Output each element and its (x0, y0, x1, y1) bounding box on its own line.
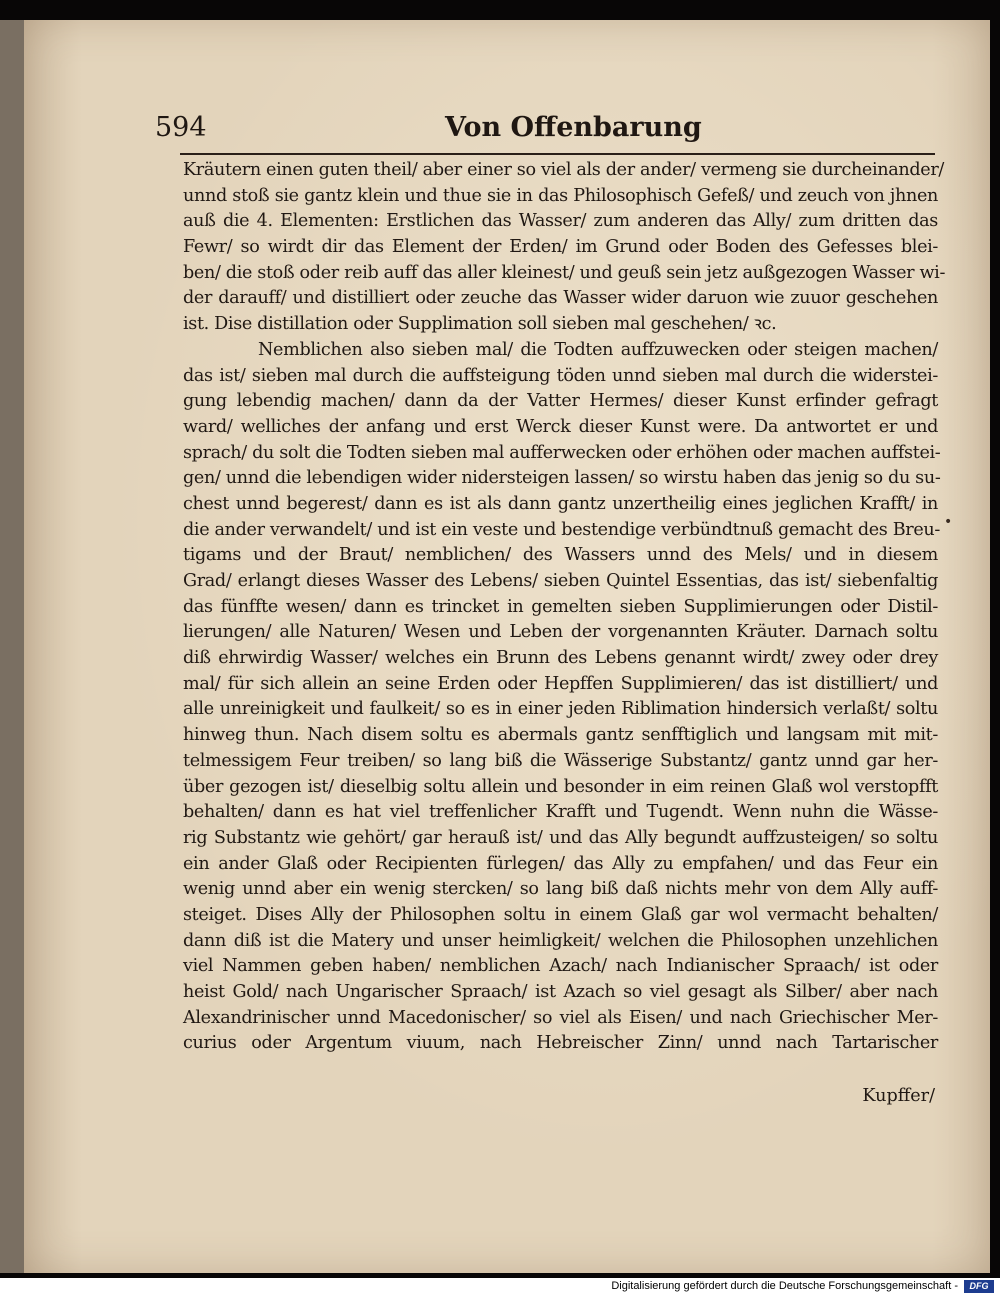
text-line: alle unreinigkeit und faulkeit/ so es in einer jeden Riblimation hindersich verlaßt/ soltu (183, 699, 938, 720)
text-line: gung lebendig machen/ dann da der Vatter Hermes/ dieser Kunst erfinder gefragt (183, 391, 938, 412)
text-line: dann diß ist die Matery und unser heimligkeit/ welchen die Philosophen unzehlichen (183, 930, 938, 951)
funding-credit: Digitalisierung gefördert durch die Deutsche Forschungsgemeinschaft - (611, 1280, 958, 1292)
dfg-logo: DFG (964, 1280, 994, 1293)
text-line: hinweg thun. Nach disem soltu es abermals gantz senfftiglich und langsam mit mit- (183, 725, 938, 746)
page-header (155, 112, 935, 150)
text-line: Kräutern einen guten theil/ aber einer so viel als der ander/ vermeng sie durcheinander/ (183, 160, 944, 180)
text-line: Fewr/ so wirdt dir das Element der Erden/ im Grund oder Boden des Gefesses blei- (183, 237, 938, 258)
text-line: wenig unnd aber ein wenig stercken/ so lang biß daß nichts mehr von dem Ally auff- (183, 879, 938, 900)
text-line: gen/ unnd die lebendigen wider nidersteigen lassen/ so wirstu haben das jenig so du su- (183, 468, 941, 489)
text-line: mal/ für sich allein an seine Erden oder Hepffen Supplimieren/ das ist distilliert/ und (183, 673, 938, 694)
text-line: steiget. Dises Ally der Philosophen soltu in einem Glaß gar wol vermacht behalten/ (183, 904, 938, 925)
text-line: chest unnd begerest/ dann es ist als dann gantz unzertheilig eines jeglichen Krafft/ in (183, 493, 938, 514)
text-line: viel Nammen geben haben/ nemblichen Azach/ nach Indianischer Spraach/ ist oder (183, 956, 938, 977)
catchword: Kupffer/ (862, 1086, 935, 1106)
page-edge (0, 20, 24, 1273)
body-text (183, 158, 946, 1057)
text-line: telmessigem Feur treiben/ so lang biß die Wässerige Substantz/ gantz unnd gar her- (183, 750, 938, 771)
page-number: 594 (155, 112, 207, 143)
text-line: ben/ die stoß oder reib auff das aller kleinest/ und geuß sein jetz außgezogen Wasser wi- (183, 262, 946, 283)
text-line: ein ander Glaß oder Recipienten fürlegen/ das Ally zu empfahen/ und das Feur ein (183, 853, 938, 874)
text-line: heist Gold/ nach Ungarischer Spraach/ ist Azach so viel gesagt als Silber/ aber nach (183, 982, 938, 1002)
text-line: über gezogen ist/ dieselbig soltu allein und besonder in eim reinen Glaß wol verstopfft (183, 776, 938, 797)
text-line: curius oder Argentum viuum, nach Hebreischer Zinn/ unnd nach Tartarischer (183, 1033, 938, 1054)
text-line: diß ehrwirdig Wasser/ welches ein Brunn des Lebens genannt wirdt/ zwey oder drey (183, 648, 938, 669)
text-line: ist. Dise distillation oder Supplimation soll sieben mal geschehen/ ꝛc. (183, 314, 777, 335)
text-line: die ander verwandelt/ und ist ein veste und bestendige verbündtnuß gemacht des Breu- (183, 519, 941, 540)
text-line: unnd stoß sie gantz klein und thue sie in das Philosophisch Gefeß/ und zeuch von jhnen (183, 185, 938, 206)
text-line: Nemblichen also sieben mal/ die Todten auffzuwecken oder steigen machen/ (258, 339, 938, 360)
margin-dot: • (944, 514, 953, 530)
text-line: lierungen/ alle Naturen/ Wesen und Leben der vorgenannten Kräuter. Darnach soltu (183, 622, 938, 643)
text-line: das fünffte wesen/ dann es trincket in gemelten sieben Supplimierungen oder Distil- (183, 596, 938, 617)
header-rule (180, 153, 935, 155)
text-line: rig Substantz wie gehört/ gar herauß ist/ und das Ally begundt auffzusteigen/ so soltu (183, 827, 938, 848)
text-line: ward/ welliches der anfang und erst Werck dieser Kunst were. Da antwortet er und (183, 416, 938, 437)
text-line: das ist/ sieben mal durch die auffsteigung töden unnd sieben mal durch die widerstei- (183, 365, 938, 386)
footer-bar (0, 1278, 1000, 1296)
text-line: Grad/ erlangt dieses Wasser des Lebens/ sieben Quintel Essentias, das ist/ siebenfaltig (183, 571, 938, 591)
text-line: tigams und der Braut/ nemblichen/ des Wassers unnd des Mels/ und in diesem (183, 545, 938, 566)
text-line: behalten/ dann es hat viel treffenlicher Krafft und Tugendt. Wenn nuhn die Wässe- (183, 802, 938, 823)
running-head: Von Offenbarung (445, 112, 702, 143)
text-line: Alexandrinischer unnd Macedonischer/ so viel als Eisen/ und nach Griechischer Mer- (183, 1007, 938, 1028)
text-line: auß die 4. Elementen: Erstlichen das Wasser/ zum anderen das Ally/ zum dritten das (183, 211, 938, 232)
text-line: der darauff/ und distilliert oder zeuche das Wasser wider daruon wie zuuor geschehen (183, 288, 938, 309)
text-line: sprach/ du solt die Todten sieben mal aufferwecken oder erhöhen oder machen auffstei- (183, 442, 941, 463)
